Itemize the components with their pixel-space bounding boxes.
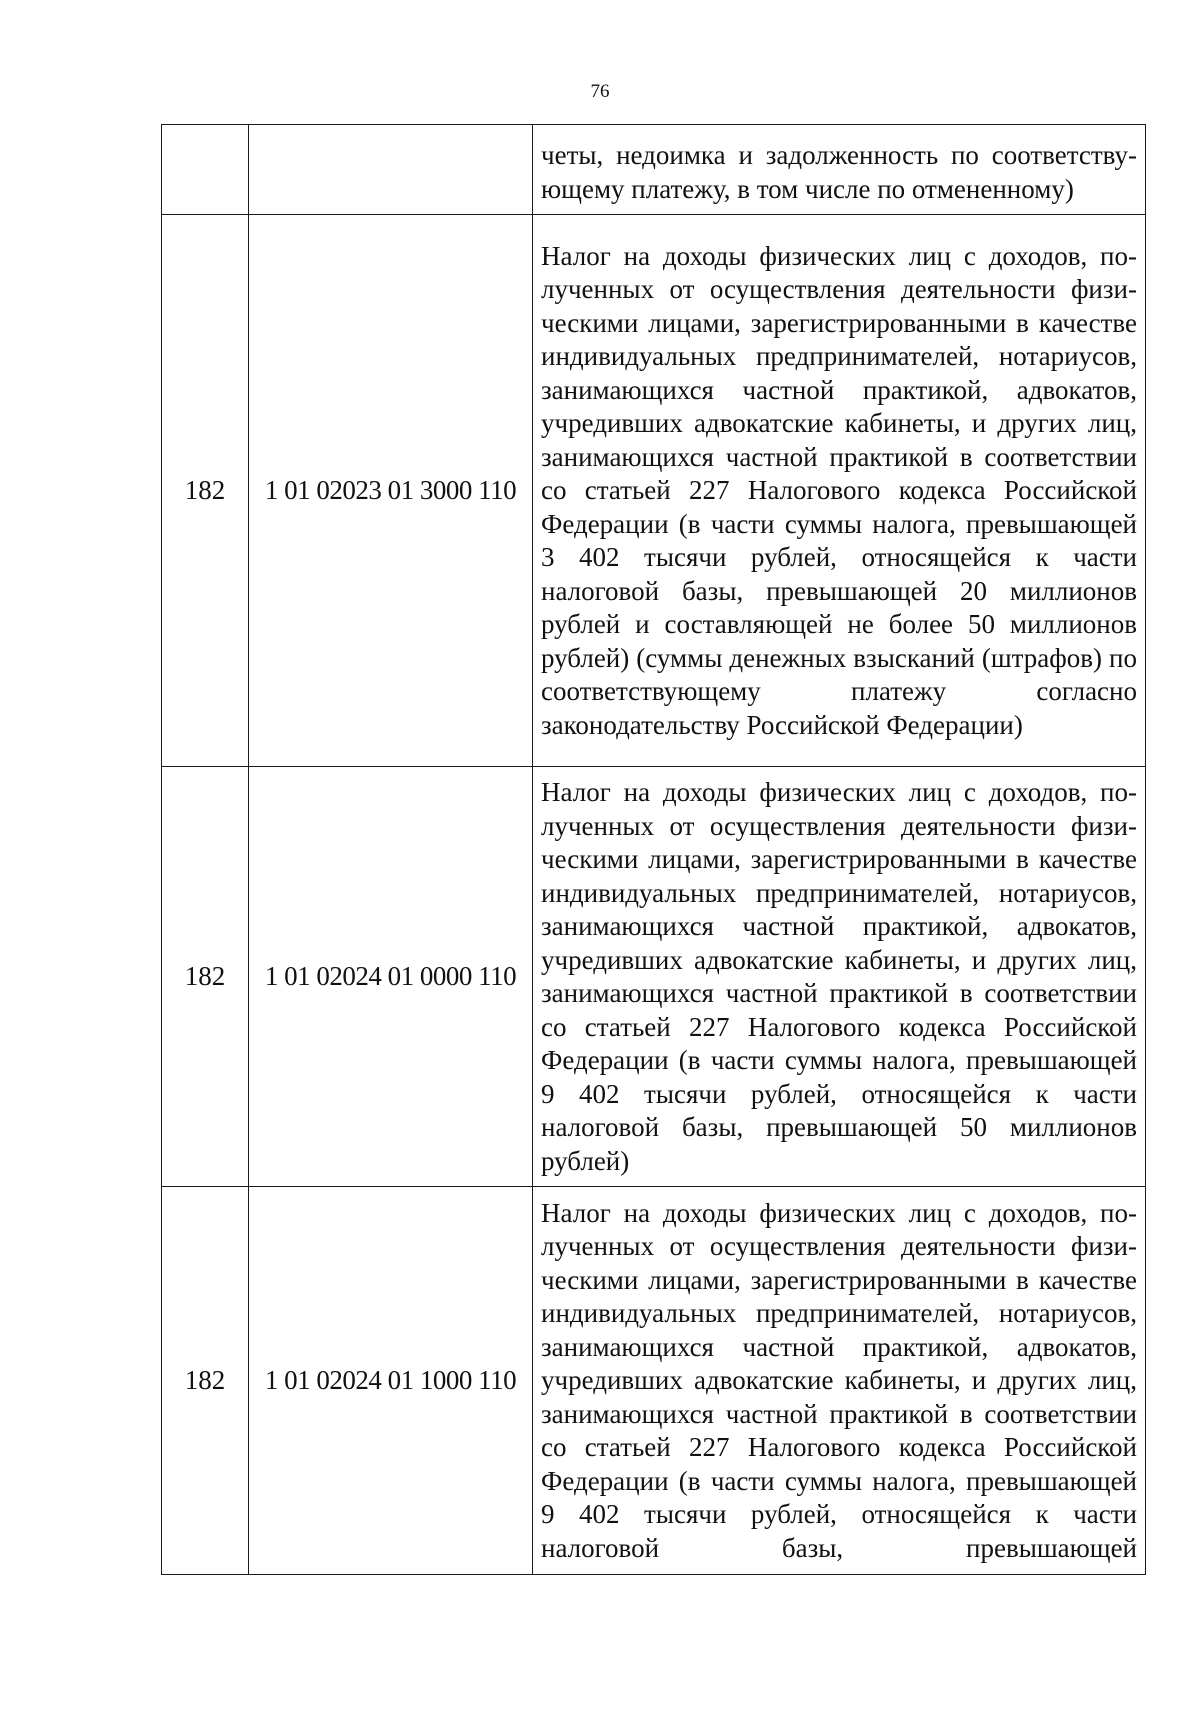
description-cell <box>533 215 1146 767</box>
page-number: 76 <box>590 81 610 102</box>
kbk-code-cell: 1 01 02024 01 1000 110 <box>249 1187 533 1575</box>
description-text: Налог на доходы физических лиц с доходов, полученных от осуществления деятельности физическими лицами, зарегистрированными в качестве индивидуальных предпринимателей, нотариусов, занимающихся частной практикой, адвокатов, учредивших адвокатские кабинеты, и других лиц, занимающихся частной практикой в соответствии со статьей 227 Налогового кодекса Российской Федерации (в части суммы налога, превышающей 3 402 тысячи рублей, относящейся к части налоговой базы, превышающей 20 миллионов рублей и составляющей не более 50 миллионов рублей) (суммы денежных взысканий (штрафов) по соответствующему платежу согласно законодательству Российской Федерации) <box>541 240 1137 740</box>
kbk-code-cell: 1 01 02024 01 0000 110 <box>249 767 533 1187</box>
description-text: Налог на доходы физических лиц с доходов, полученных от осуществления деятельности физическими лицами, зарегистрированными в качестве индивидуальных предпринимателей, нотариусов, занимающихся частной практикой, адвокатов, учредивших адвокатские кабинеты, и других лиц, занимающихся частной практикой в соответствии со статьей 227 Налогового кодекса Российской Федерации (в части суммы налога, превышающей 9 402 тысячи рублей, относящейся к части налоговой базы, превышающей <box>541 1197 1137 1563</box>
kbk-code-cell <box>249 125 533 215</box>
admin-code-cell: 182 <box>162 1187 249 1575</box>
table-row <box>162 125 1146 215</box>
table-row <box>162 215 1146 767</box>
admin-code-cell: 182 <box>162 215 249 767</box>
description-cell <box>533 767 1146 1187</box>
description-text: четы, недоимка и задолженность по соответствующему платежу, в том числе по отмененному) <box>541 140 1137 204</box>
admin-code-cell: 182 <box>162 767 249 1187</box>
description-cell <box>533 1187 1146 1575</box>
kbk-table <box>161 124 1146 1575</box>
description-cell <box>533 125 1146 215</box>
table-row <box>162 767 1146 1187</box>
table-row <box>162 1187 1146 1575</box>
kbk-code-cell: 1 01 02023 01 3000 110 <box>249 215 533 767</box>
description-text: Налог на доходы физических лиц с доходов, полученных от осуществления деятельности физическими лицами, зарегистрированными в качестве индивидуальных предпринимателей, нотариусов, занимающихся частной практикой, адвокатов, учредивших адвокатские кабинеты, и других лиц, занимающихся частной практикой в соответствии со статьей 227 Налогового кодекса Российской Федерации (в части суммы налога, превышающей 9 402 тысячи рублей, относящейся к части налоговой базы, превышающей 50 миллионов рублей) <box>541 777 1137 1176</box>
admin-code-cell <box>162 125 249 215</box>
